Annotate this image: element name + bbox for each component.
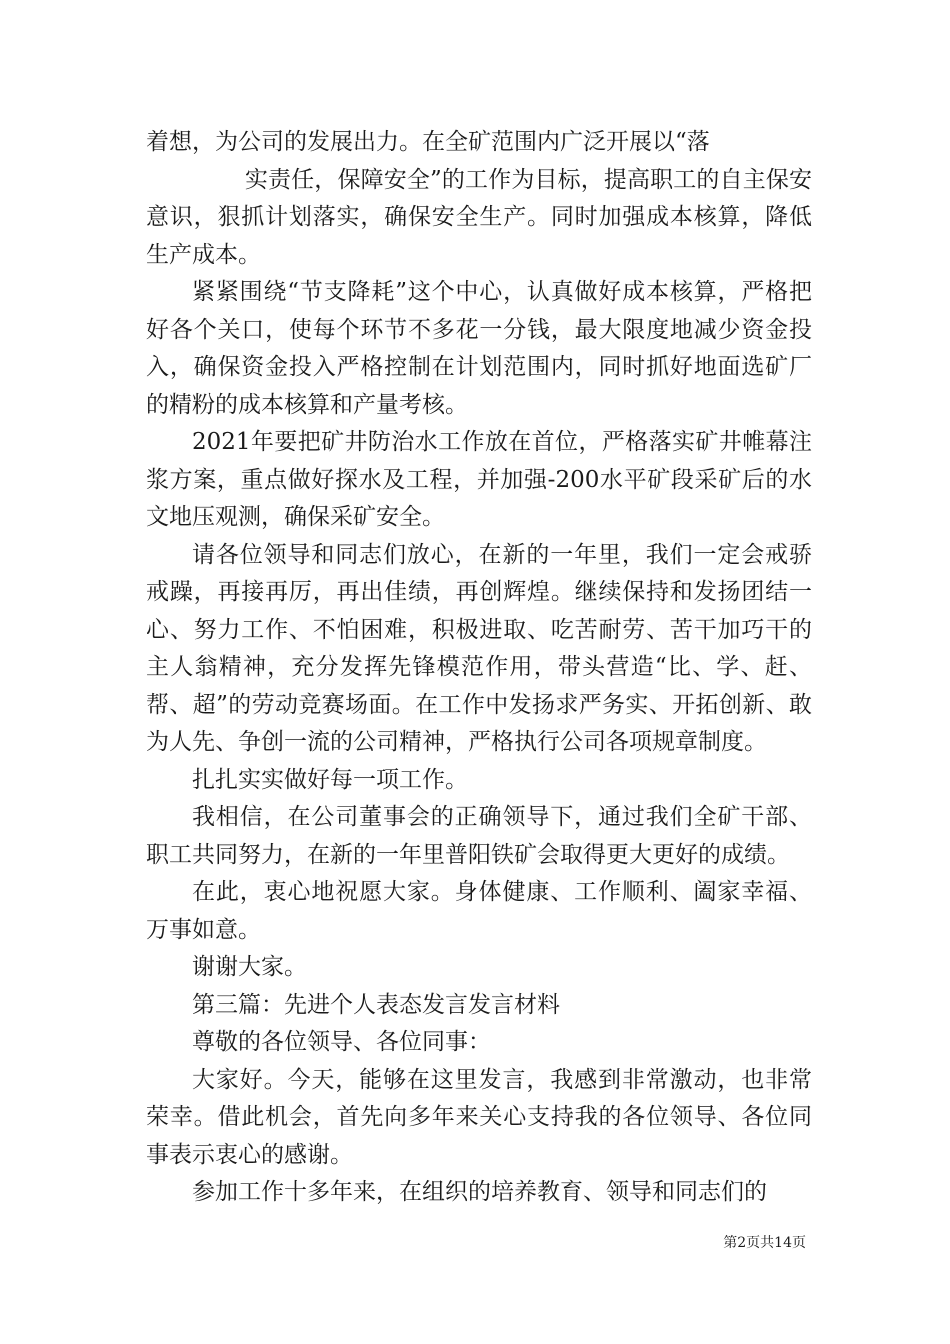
document-body — [146, 124, 812, 1212]
paragraph-career: 参加工作十多年来，在组织的培养教育、领导和同志们的 — [192, 1179, 767, 1205]
paragraph-thanks: 谢谢大家。 — [192, 954, 307, 980]
paragraph-safety-goal: 实责任，保障安全”的工作为目标，提高职工的自主保安意识，狠抓计划落实，确保安全生产。同时加强成本核算，降低生产成本。 — [146, 166, 812, 268]
paragraph-continued: 着想，为公司的发展出力。在全矿范围内广泛开展以“落 — [146, 129, 710, 155]
paragraph-wishes: 在此，衷心地祝愿大家。身体健康、工作顺利、阖家幸福、万事如意。 — [146, 879, 812, 943]
paragraph-salutation: 尊敬的各位领导、各位同事： — [192, 1029, 491, 1055]
paragraph-belief: 我相信，在公司董事会的正确领导下，通过我们全矿干部、职工共同努力，在新的一年里普阳铁矿会取得更大更好的成绩。 — [146, 804, 812, 868]
paragraph-greeting: 大家好。今天，能够在这里发言，我感到非常激动，也非常荣幸。借此机会，首先向多年来关心支持我的各位领导、各位同事表示衷心的感谢。 — [146, 1066, 812, 1168]
section-heading: 第三篇：先进个人表态发言发言材料 — [192, 991, 560, 1018]
paragraph-water-control: 2021年要把矿井防治水工作放在首位，严格落实矿井帷幕注浆方案，重点做好探水及工程，并加强-200水平矿段采矿后的水文地压观测，确保采矿安全。 — [146, 429, 812, 530]
paragraph-work-diligently: 扎扎实实做好每一项工作。 — [192, 766, 468, 793]
paragraph-commitment: 请各位领导和同志们放心，在新的一年里，我们一定会戒骄戒躁，再接再厉，再出佳绩，再创辉煌。继续保持和发扬团结一心、努力工作、不怕困难，积极进取、吃苦耐劳、苦干加巧干的主人翁精神，充分发挥先锋模范作用，带头营造“比、学、赶、帮、超”的劳动竞赛场面。在工作中发扬求严务实、开拓创新、敢为人先、争创一流的公司精神，严格执行公司各项规章制度。 — [146, 541, 812, 755]
paragraph-cost-control: 紧紧围绕“节支降耗”这个中心，认真做好成本核算，严格把好各个关口，使每个环节不多花一分钱，最大限度地减少资金投入，确保资金投入严格控制在计划范围内，同时抓好地面选矿厂的精粉的成本核算和产量考核。 — [146, 279, 812, 418]
page-number: 第2页共14页 — [723, 1235, 806, 1251]
